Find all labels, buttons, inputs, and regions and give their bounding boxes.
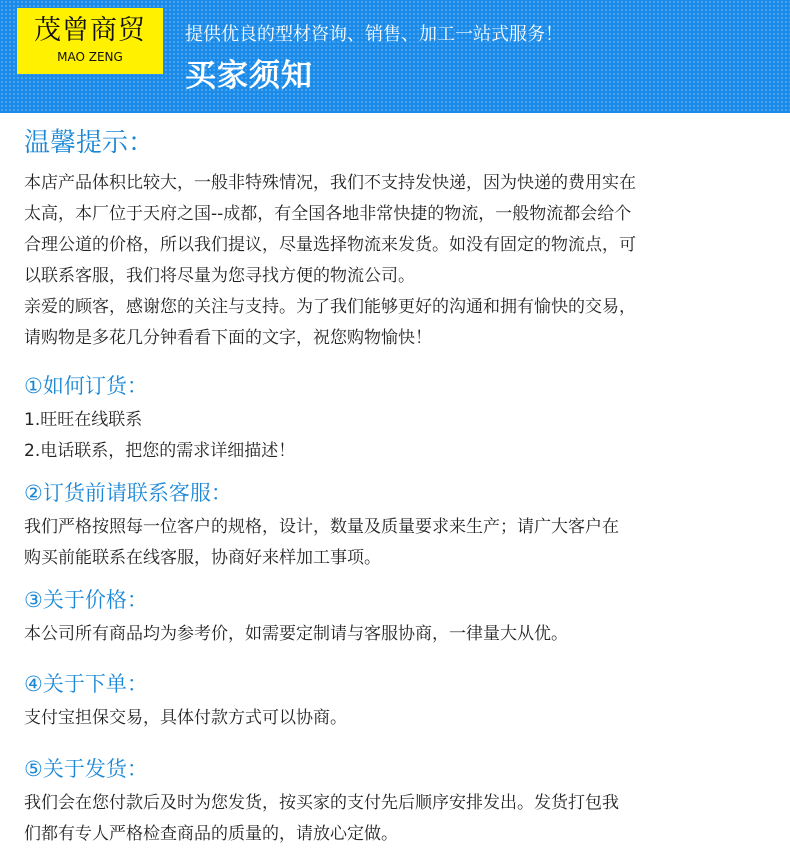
section-heading: ④关于下单：	[24, 672, 148, 696]
logo-english-name: MAO ZENG	[57, 50, 123, 64]
text-line: 请购物是多花几分钟看看下面的文字，祝您购物愉快！	[24, 328, 432, 348]
text-line: 支付宝担保交易，具体付款方式可以协商。	[24, 708, 347, 728]
text-line: 太高，本厂位于天府之国--成都，有全国各地非常快捷的物流，一般物流都会给个	[24, 204, 632, 224]
text-line: 合理公道的价格，所以我们提议，尽量选择物流来发货。如没有固定的物流点，可	[24, 235, 636, 255]
text-line: 本店产品体积比较大，一般非特殊情况，我们不支持发快递，因为快递的费用实在	[24, 173, 636, 193]
brand-logo	[17, 8, 163, 74]
section-how-to-order	[24, 371, 776, 467]
section-shipping	[24, 754, 776, 850]
notice-block	[24, 125, 776, 354]
text-line: 我们严格按照每一位客户的规格，设计，数量及质量要求来生产；请广大客户在	[24, 517, 619, 537]
section-heading: ①如何订货：	[24, 374, 148, 398]
header-banner	[0, 0, 790, 113]
slogan: 提供优良的型材咨询、销售、加工一站式服务！	[185, 24, 563, 45]
text-line: 我们会在您付款后及时为您发货，按买家的支付先后顺序安排发出。发货打包我	[24, 793, 619, 813]
text-line: 1.旺旺在线联系	[24, 410, 143, 430]
text-line: 本公司所有商品均为参考价，如需要定制请与客服协商，一律量大从优。	[24, 624, 568, 644]
text-line: 2.电话联系，把您的需求详细描述！	[24, 441, 296, 461]
section-price	[24, 585, 776, 650]
text-line: 以联系客服，我们将尽量为您寻找方便的物流公司。	[24, 266, 415, 286]
text-line: 亲爱的顾客，感谢您的关注与支持。为了我们能够更好的沟通和拥有愉快的交易，	[24, 297, 636, 317]
notice-paragraph-1	[24, 168, 776, 292]
text-line: 们都有专人严格检查商品的质量的，请放心定做。	[24, 824, 398, 844]
text-line: 购买前能联系在线客服，协商好来样加工事项。	[24, 548, 381, 568]
section-ordering	[24, 669, 776, 734]
section-contact-before-order	[24, 478, 776, 574]
section-heading: ②订货前请联系客服：	[24, 481, 232, 505]
page-title: 买家须知	[185, 58, 313, 94]
section-heading: ⑤关于发货：	[24, 757, 148, 781]
logo-chinese-name: 茂曾商贸	[34, 15, 146, 46]
section-heading: ③关于价格：	[24, 588, 148, 612]
notice-heading: 温馨提示：	[24, 128, 155, 158]
notice-paragraph-2	[24, 292, 776, 354]
